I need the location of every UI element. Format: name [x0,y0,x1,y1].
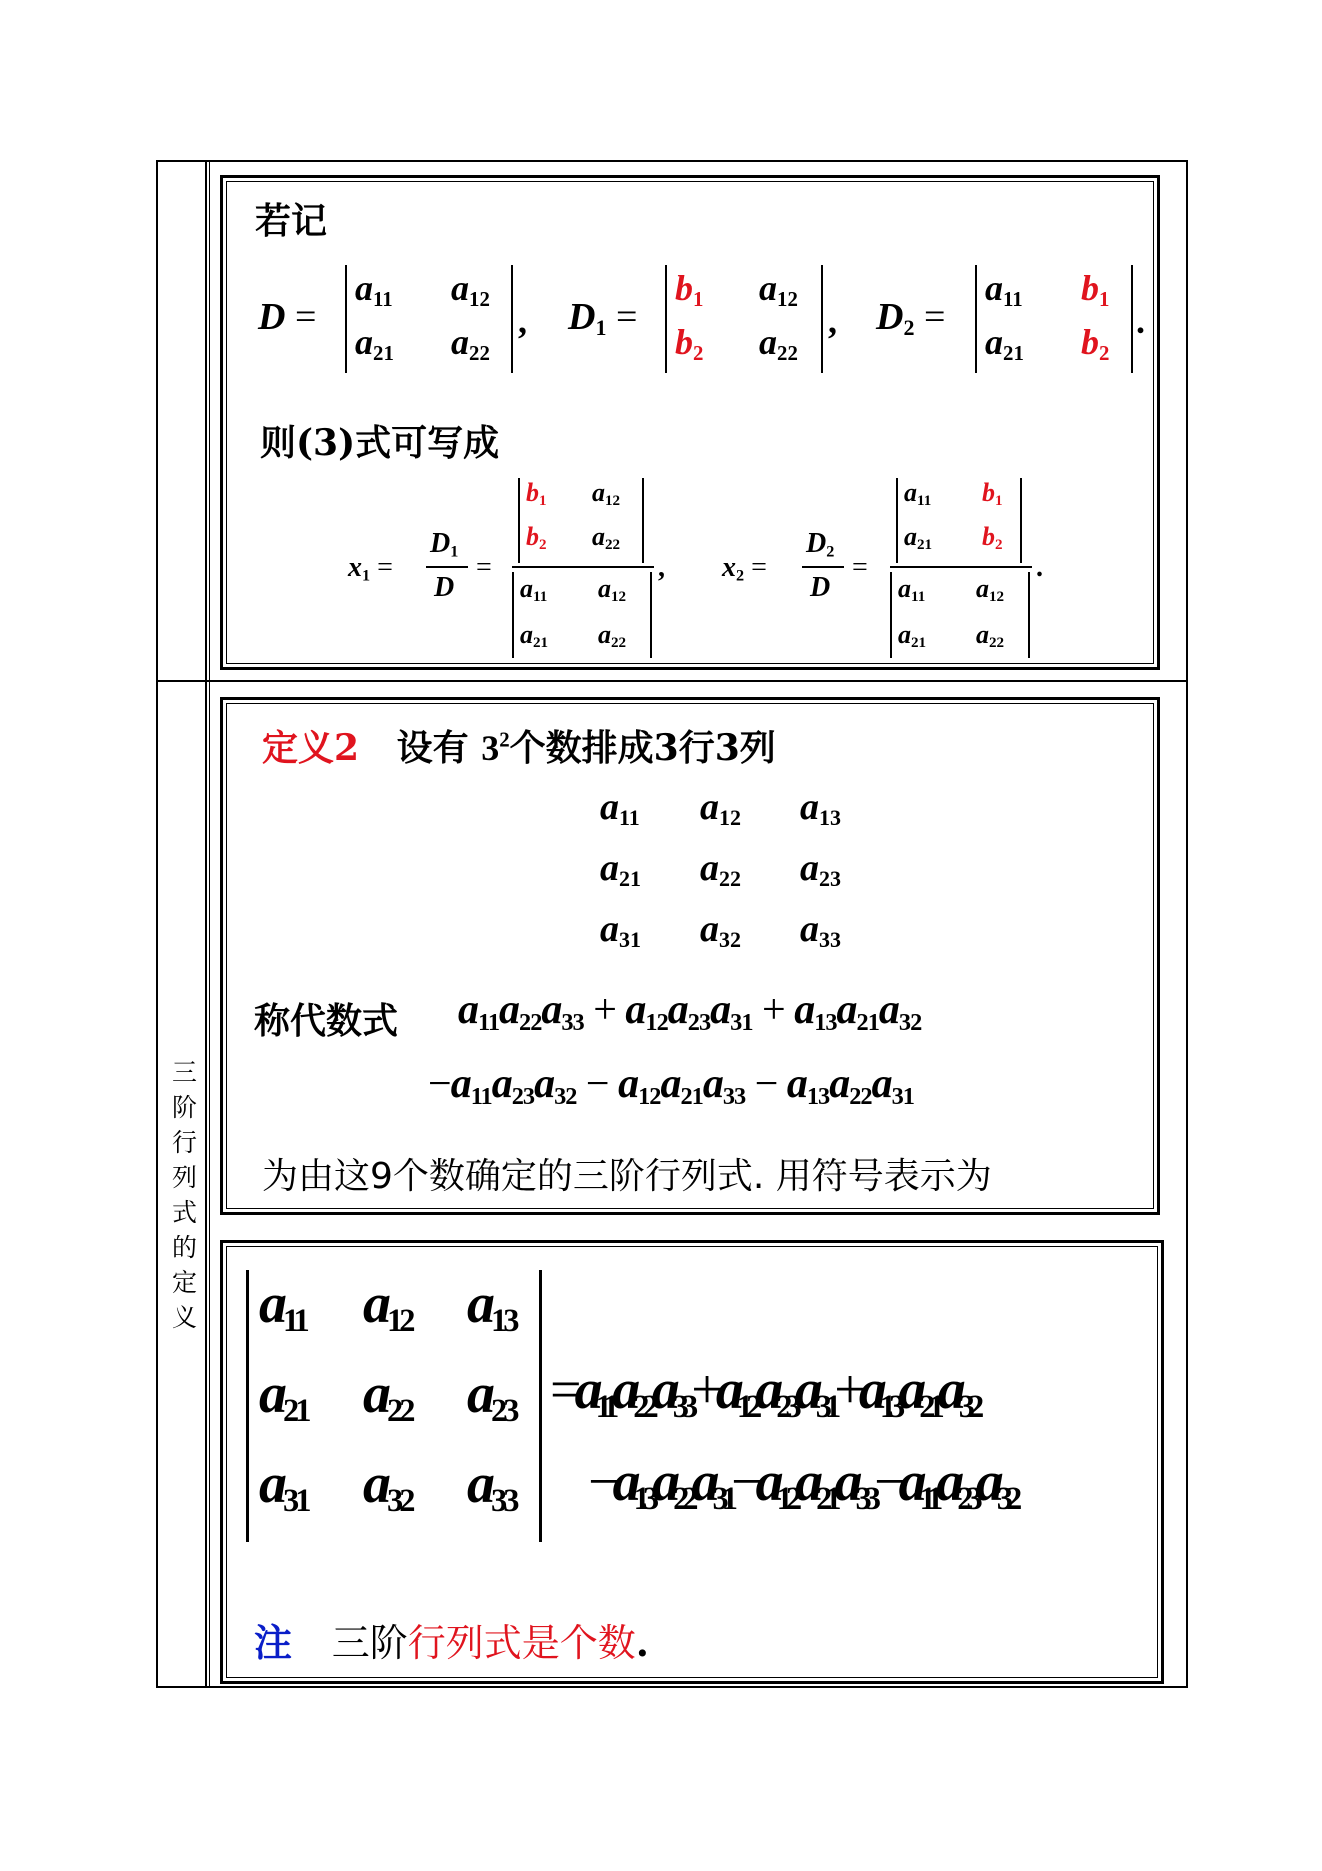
det3-a21: $a_{21}$ [259,1363,308,1430]
frac-D-den-1: D [434,572,455,603]
det-D-a12: $a_{12}$ [451,268,490,311]
equals-1: = [476,552,492,583]
definition-power: $3^2$ [481,727,510,768]
det-x1-den [512,572,652,658]
det-x1-den-a11: $a_{11}$ [520,574,548,606]
det3-a11: $a_{11}$ [259,1273,306,1340]
heading-ruoji: 若记 [255,200,328,242]
definition-text-1: 设有 [396,727,469,769]
det-D [345,265,513,373]
section-label-char: 式 [172,1198,198,1227]
symbol-x2: $x_2$ = [722,552,767,585]
grid-a23: $a_{23}$ [800,847,842,892]
section-label-char: 阶 [172,1093,198,1122]
comma-2: , [828,301,837,341]
grid-a32: $a_{32}$ [700,908,742,953]
table-row-divider [156,680,1188,682]
table-top-border [156,160,1188,162]
symbol-D1: $D_1$ = [568,296,638,341]
det-D1-a12: $a_{12}$ [759,268,798,311]
definition-heading [262,720,776,771]
frac-bar-2 [512,566,654,568]
det-D1-b2: $b_2$ [675,322,704,365]
section-label-text [172,1055,196,1335]
det-x2-num-a11: $a_{11}$ [904,478,932,510]
table-column-divider-2 [209,160,210,1688]
det-x2-den-a12: $a_{12}$ [976,574,1005,606]
det-x1-num [518,478,644,563]
det3-a23: $a_{23}$ [467,1363,516,1430]
symbol-x1: $x_1$ = [348,552,393,585]
symbol-D2: $D_2$ = [876,296,946,341]
det3-a32: $a_{32}$ [363,1453,412,1520]
period-1: . [1136,301,1145,341]
note-label: 注 [254,1620,293,1665]
det-D2-b1: $b_1$ [1081,268,1110,311]
section-label-char: 列 [172,1163,198,1192]
grid-a31: $a_{31}$ [600,908,642,953]
comma-3: , [658,552,665,583]
det3-a31: $a_{31}$ [259,1453,308,1520]
period-2: . [1036,552,1043,583]
section-label-char: 行 [172,1128,198,1157]
comma-1: , [518,301,527,341]
then-text: 则(3)式可写成 [260,422,500,464]
det3-expansion-positive: $=a_{11}a_{22}a_{33}+a_{12}a_{23}a_{31}+a_{13}a_{21}a_{32}$ [550,1359,978,1426]
det-3x3 [246,1270,542,1542]
det-x1-den-a12: $a_{12}$ [598,574,627,606]
note-red-text: 行列式是个数 [407,1621,636,1665]
section-label-vertical [172,1055,196,1335]
det-x2-den-a11: $a_{11}$ [898,574,926,606]
det-D2-b2: $b_2$ [1081,322,1110,365]
det-D-a11: $a_{11}$ [355,268,393,311]
definition-label: 定义2 [262,727,360,769]
grid-a22: $a_{22}$ [700,847,742,892]
det-x2-num-b2: $b_2$ [982,522,1003,554]
table-column-divider [205,160,207,1688]
grid-a33: $a_{33}$ [800,908,842,953]
symbol-D: D = [258,296,317,338]
det3-a12: $a_{12}$ [363,1273,412,1340]
det-D1-b1: $b_1$ [675,268,704,311]
det3-a33: $a_{33}$ [467,1453,516,1520]
frac-D2-num: $D_2$ [806,528,835,561]
grid-a11: $a_{11}$ [600,786,640,831]
det3-a22: $a_{22}$ [363,1363,412,1430]
det3-a13: $a_{13}$ [467,1273,516,1340]
expansion-positive: $a_{11}a_{22}a_{33} + a_{12}a_{23}a_{31} + a_{13}a_{21}a_{32}$ [458,987,922,1036]
grid-a21: $a_{21}$ [600,847,642,892]
note-line [254,1612,649,1667]
det-x2-den-a22: $a_{22}$ [976,620,1005,652]
det-x2-den [890,572,1030,658]
frac-bar-3 [802,566,844,568]
table-right-border [1186,160,1188,1688]
section-label-char: 义 [172,1303,198,1332]
section-label-char: 定 [172,1268,198,1297]
note-end: . [635,1620,649,1665]
det-D2 [975,265,1133,373]
table-left-border [156,160,158,1688]
equals-2: = [852,552,868,583]
det-D1 [665,265,823,373]
det-D2-a21: $a_{21}$ [985,322,1024,365]
det-x2-num-a21: $a_{21}$ [904,522,933,554]
det-D-a22: $a_{22}$ [451,322,490,365]
det-x1-num-b2: $b_2$ [526,522,547,554]
table-bottom-border [156,1686,1188,1688]
called-label: 称代数式 [254,1000,399,1042]
frac-D1-num: $D_1$ [430,528,459,561]
frac-D-den-2: D [810,572,831,603]
det-x2-num-b1: $b_1$ [982,478,1003,510]
expansion-negative: $-a_{11}a_{23}a_{32} - a_{12}a_{21}a_{33} - a_{13}a_{22}a_{31}$ [428,1061,914,1110]
grid-a13: $a_{13}$ [800,786,842,831]
grid-a12: $a_{12}$ [700,786,742,831]
frac-bar-4 [890,566,1032,568]
det-x2-num [896,478,1022,563]
conclusion-text: 为由这9个数确定的三阶行列式. 用符号表示为 [262,1156,992,1197]
det-x1-den-a21: $a_{21}$ [520,620,549,652]
note-black-text: 三阶 [331,1621,408,1665]
section-label-char: 三 [172,1058,198,1087]
panel-definition-2-inner-border [226,703,1154,1209]
det-x1-den-a22: $a_{22}$ [598,620,627,652]
definition-text-2: 个数排成3行3列 [509,727,776,769]
det-x1-num-a12: $a_{12}$ [592,478,621,510]
det-x1-num-a22: $a_{22}$ [592,522,621,554]
det-x1-num-b1: $b_1$ [526,478,547,510]
frac-bar-1 [426,566,468,568]
det-D1-a22: $a_{22}$ [759,322,798,365]
section-label-char: 的 [172,1233,198,1262]
det-D2-a11: $a_{11}$ [985,268,1023,311]
det-x2-den-a21: $a_{21}$ [898,620,927,652]
det3-expansion-negative: $-a_{13}a_{22}a_{31}-a_{12}a_{21}a_{33}-a_{11}a_{23}a_{32}$ [588,1451,1016,1518]
det-D-a21: $a_{21}$ [355,322,394,365]
